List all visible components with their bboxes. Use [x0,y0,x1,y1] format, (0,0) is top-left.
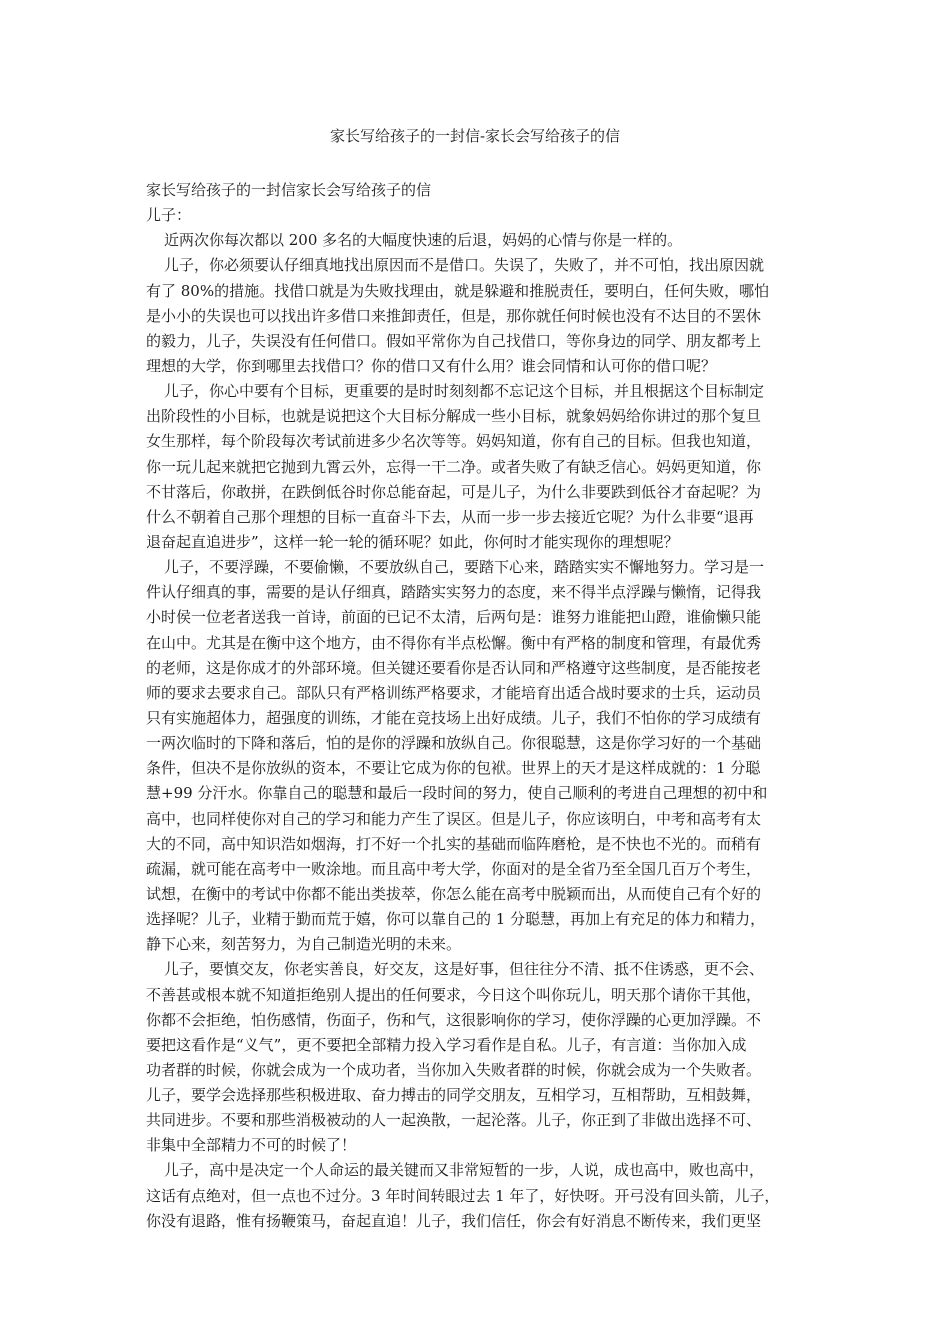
text-line: 选择呢？儿子，业精于勤而荒于嬉，你可以靠自己的 1 分聪慧，再加上有充足的体力和精力， [146,910,766,929]
text-line: 这话有点绝对，但一点也不过分。3 年时间转眼过去 1 年了，好快呀。开弓没有回头箭，儿子， [146,1186,780,1205]
text-line: 功者群的时候，你就会成为一个成功者，当你加入失败者群的时候，你就会成为一个失败者。 [146,1060,762,1079]
text-line: 条件，但决不是你放纵的资本，不要让它成为你的包袱。世界上的天才是这样成就的：1 分聪 [146,759,761,778]
text-line: 师的要求去要求自己。部队只有严格训练严格要求，才能培育出适合战时要求的士兵，运动员 [146,683,762,702]
text-line: 儿子： [146,206,192,225]
text-line: 儿子，要慎交友，你老实善良，好交友，这是好事，但往往分不清、抵不住诱惑，更不会、 [164,960,765,979]
text-line: 不甘落后，你敢拼，在跌倒低谷时你总能奋起，可是儿子，为什么非要跌到低谷才奋起呢？为 [146,482,762,501]
text-line: 女生那样，每个阶段每次考试前进多少名次等等。妈妈知道，你有自己的目标。但我也知道， [146,432,762,451]
text-line: 静下心来，刻苦努力，为自己制造光明的未来。 [146,935,462,954]
text-line: 儿子，要学会选择那些积极进取、奋力搏击的同学交朋友，互相学习，互相帮助，互相鼓舞， [146,1086,762,1105]
text-line: 大的不同，高中知识浩如烟海，打不好一个扎实的基础而临阵磨枪，是不快也不光的。而稍有 [146,834,762,853]
text-line: 出阶段性的小目标，也就是说把这个大目标分解成一些小目标，就象妈妈给你讲过的那个复旦 [146,407,762,426]
text-line: 不善甚或根本就不知道拒绝别人提出的任何要求，今日这个叫你玩儿，明天那个请你干其他， [146,985,762,1004]
text-line: 件认仔细真的事，需要的是认仔细真，踏踏实实努力的态度，来不得半点浮躁与懒惰，记得我 [146,583,762,602]
text-line: 的毅力，儿子，失误没有任何借口。假如平常你为自己找借口，等你身边的同学、朋友都考上 [146,331,762,350]
text-line: 儿子，你心中要有个目标，更重要的是时时刻刻都不忘记这个目标，并且根据这个目标制定 [164,382,765,401]
text-line: 只有实施超体力，超强度的训练，才能在竞技场上出好成绩。儿子，我们不怕你的学习成绩有 [146,708,762,727]
text-line: 慧+99 分汗水。你靠自己的聪慧和最后一段时间的努力，使自己顺利的考进自己理想的初中和 [146,784,768,803]
text-line: 疏漏，就可能在高考中一败涂地。而且高中考大学，你面对的是全省乃至全国几百万个考生， [146,859,762,878]
text-line: 儿子，你必须要认仔细真地找出原因而不是借口。失误了，失败了，并不可怕，找出原因就 [164,256,765,275]
text-line: 在山中。尤其是在衡中这个地方，由不得你有半点松懈。衡中有严格的制度和管理，有最优秀 [146,633,762,652]
text-line: 儿子，高中是决定一个人命运的最关键而又非常短暂的一步，人说，成也高中，败也高中， [164,1161,765,1180]
document-body [146,178,808,1234]
text-line: 近两次你每次都以 200 多名的大幅度快速的后退，妈妈的心情与你是一样的。 [164,231,683,250]
text-line: 儿子，不要浮躁，不要偷懒，不要放纵自己，要踏下心来，踏踏实实不懈地努力。学习是一 [164,558,765,577]
text-line: 什么不朝着自己那个理想的目标一直奋斗下去，从而一步一步去接近它呢？为什么非要“退再 [146,507,754,526]
text-line: 退奋起直追进步”，这样一轮一轮的循环呢？如此，你何时才能实现你的理想呢？ [146,532,679,551]
document-title: 家长写给孩子的一封信-家长会写给孩子的信 [329,127,621,145]
text-line: 试想，在衡中的考试中你都不能出类拔萃，你怎么能在高考中脱颖而出，从而使自己有个好的 [146,884,762,903]
text-line: 小时侯一位老者送我一首诗，前面的已记不太清，后两句是：谁努力谁能把山蹬，谁偷懒只能 [146,608,762,627]
text-line: 你都不会拒绝，怕伤感情，伤面子，伤和气，这很影响你的学习，使你浮躁的心更加浮躁。不 [146,1010,762,1029]
text-line: 理想的大学，你到哪里去找借口？你的借口又有什么用？谁会同情和认可你的借口呢？ [146,356,717,375]
text-line: 你没有退路，惟有扬鞭策马，奋起直追！儿子，我们信任，你会有好消息不断传来，我们更坚 [146,1211,762,1230]
text-line: 要把这看作是“义气”，更不要把全部精力投入学习看作是自私。儿子，有言道：当你加入成 [146,1035,747,1054]
text-line: 家长写给孩子的一封信家长会写给孩子的信 [146,181,432,199]
text-line: 是小小的失误也可以找出许多借口来推卸责任，但是，那你就任何时候也没有不达目的不罢休 [146,306,762,325]
text-line: 的老师，这是你成才的外部环境。但关键还要看你是否认同和严格遵守这些制度，是否能按老 [146,658,762,677]
text-line: 有了 80%的措施。找借口就是为失败找理由，就是躲避和推脱责任，要明白，任何失败，哪怕 [146,281,770,300]
text-line: 高中，也同样使你对自己的学习和能力产生了误区。但是儿子，你应该明白，中考和高考有太 [146,809,762,828]
text-line: 共同进步。不要和那些消极被动的人一起涣散，一起沦落。儿子，你正到了非做出选择不可、 [146,1111,762,1130]
text-line: 你一玩儿起来就把它抛到九霄云外，忘得一干二净。或者失败了有缺乏信心。妈妈更知道，你 [146,457,762,476]
text-line: 非集中全部精力不可的时候了！ [146,1136,357,1155]
text-line: 一两次临时的下降和落后，怕的是你的浮躁和放纵自己。你很聪慧，这是你学习好的一个基础 [146,734,762,753]
